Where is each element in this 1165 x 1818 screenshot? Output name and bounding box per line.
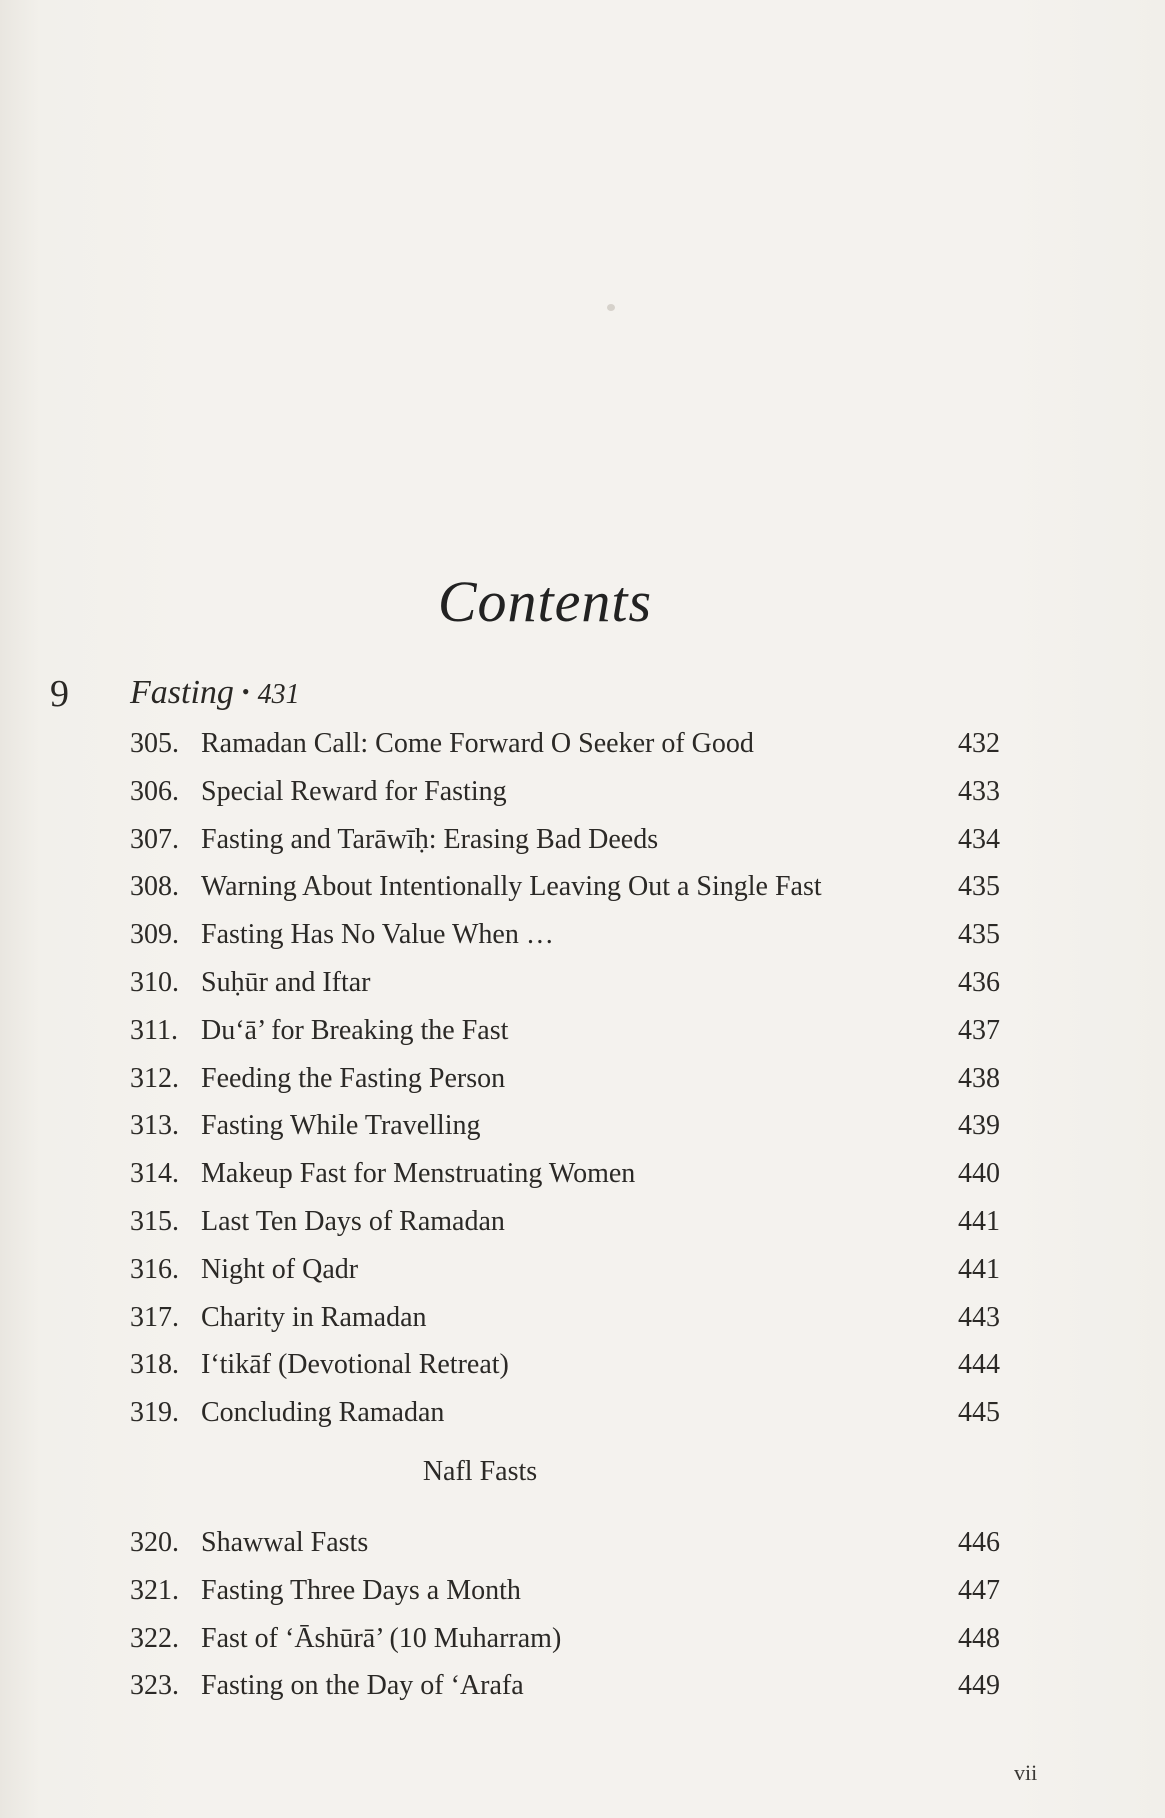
- toc-entry[interactable]: [130, 911, 1000, 959]
- chapter-separator: •: [241, 679, 250, 704]
- entry-title: Ramadan Call: Come Forward O Seeker of Good: [201, 728, 754, 759]
- chapter-number: 9: [50, 673, 69, 715]
- toc-entry[interactable]: [130, 1662, 1000, 1710]
- entry-page: 440: [958, 1158, 1000, 1190]
- toc-entry[interactable]: [130, 1055, 1000, 1103]
- entry-page: 435: [958, 919, 1000, 951]
- entry-title: I‘tikāf (Devotional Retreat): [201, 1349, 509, 1381]
- section-heading: Nafl Fasts: [422, 1456, 538, 1487]
- entry-number: 316.: [130, 1253, 179, 1285]
- entry-page: 448: [958, 1622, 1000, 1654]
- entry-page: 449: [958, 1670, 1000, 1702]
- chapter-page: 431: [257, 679, 300, 710]
- entry-number: 312.: [130, 1062, 179, 1094]
- entry-number: 307.: [130, 823, 179, 855]
- toc-entry[interactable]: [130, 816, 1000, 864]
- entry-number: 322.: [130, 1622, 179, 1654]
- entry-title: Fasting and Tarāwīḥ: Erasing Bad Deeds: [201, 823, 659, 855]
- toc-entry[interactable]: [130, 1007, 1000, 1055]
- entry-title: Charity in Ramadan: [201, 1301, 427, 1333]
- entry-page: 446: [958, 1527, 1000, 1558]
- toc-entry[interactable]: [130, 1341, 1000, 1389]
- entry-title: Feeding the Fasting Person: [201, 1062, 506, 1094]
- entry-title: Makeup Fast for Menstruating Women: [201, 1158, 636, 1190]
- entry-number: 319.: [130, 1397, 179, 1429]
- entry-title: Fasting Three Days a Month: [201, 1574, 521, 1606]
- entry-page: 445: [958, 1397, 1000, 1429]
- toc-entry[interactable]: [130, 1294, 1000, 1342]
- toc-entry[interactable]: [130, 1519, 1000, 1567]
- entry-title: Fasting Has No Value When …: [201, 919, 554, 951]
- toc-entry[interactable]: [130, 1389, 1000, 1437]
- entry-number: 310.: [130, 966, 179, 998]
- entry-page: 438: [958, 1062, 1000, 1094]
- entry-number: 315.: [130, 1205, 179, 1237]
- toc-entry[interactable]: [130, 1567, 1000, 1615]
- entry-page: 441: [958, 1253, 1000, 1285]
- toc-entry[interactable]: [130, 1150, 1000, 1198]
- entry-number: 318.: [130, 1349, 179, 1381]
- toc-entry[interactable]: [130, 1198, 1000, 1246]
- page-number: vii: [1014, 1760, 1038, 1785]
- chapter-heading: [50, 672, 1000, 722]
- entry-page: 433: [958, 775, 1000, 807]
- toc-list: [130, 720, 1000, 1437]
- entry-page: 439: [958, 1110, 1000, 1142]
- entry-title: Shawwal Fasts: [201, 1527, 369, 1558]
- page-title: Contents: [437, 569, 653, 634]
- entry-page: 435: [958, 871, 1000, 903]
- entry-page: 443: [958, 1301, 1000, 1333]
- entry-page: 447: [958, 1574, 1000, 1606]
- entry-title: Suḥūr and Iftar: [201, 966, 371, 998]
- chapter-title-line: [130, 674, 300, 712]
- toc-entry[interactable]: [130, 1615, 1000, 1663]
- entry-page: 432: [958, 728, 1000, 759]
- entry-number: 309.: [130, 919, 179, 951]
- entry-title: Last Ten Days of Ramadan: [201, 1205, 505, 1237]
- toc-entry[interactable]: [130, 1102, 1000, 1150]
- entry-number: 323.: [130, 1670, 179, 1702]
- entry-number: 308.: [130, 871, 179, 903]
- entry-title: Du‘ā’ for Breaking the Fast: [201, 1014, 509, 1046]
- entry-number: 305.: [130, 728, 179, 759]
- toc-list-nafl: [130, 1519, 1000, 1710]
- entry-number: 317.: [130, 1301, 179, 1333]
- entry-title: Concluding Ramadan: [201, 1397, 445, 1429]
- entry-title: Warning About Intentionally Leaving Out a Single Fast: [201, 871, 822, 903]
- entry-number: 321.: [130, 1574, 179, 1606]
- toc-entry[interactable]: [130, 863, 1000, 911]
- entry-number: 320.: [130, 1527, 179, 1558]
- toc-entry[interactable]: [130, 720, 1000, 768]
- entry-page: 444: [958, 1349, 1000, 1381]
- entry-page: 436: [958, 966, 1000, 998]
- entry-number: 306.: [130, 775, 179, 807]
- entry-number: 314.: [130, 1158, 179, 1190]
- entry-title: Special Reward for Fasting: [201, 775, 507, 807]
- chapter-title: Fasting: [130, 674, 234, 711]
- entry-page: 441: [958, 1205, 1000, 1237]
- entry-page: 437: [958, 1014, 1000, 1046]
- entry-number: 311.: [130, 1014, 178, 1046]
- toc-entry[interactable]: [130, 1246, 1000, 1294]
- entry-title: Fasting on the Day of ‘Arafa: [201, 1670, 524, 1702]
- paper-speck: [607, 304, 615, 311]
- entry-title: Night of Qadr: [201, 1253, 359, 1285]
- toc-entry[interactable]: [130, 959, 1000, 1007]
- toc-entry[interactable]: [130, 768, 1000, 816]
- entry-page: 434: [958, 823, 1000, 855]
- entry-title: Fast of ‘Āshūrā’ (10 Muharram): [201, 1622, 562, 1654]
- entry-number: 313.: [130, 1110, 179, 1142]
- entry-title: Fasting While Travelling: [201, 1110, 481, 1142]
